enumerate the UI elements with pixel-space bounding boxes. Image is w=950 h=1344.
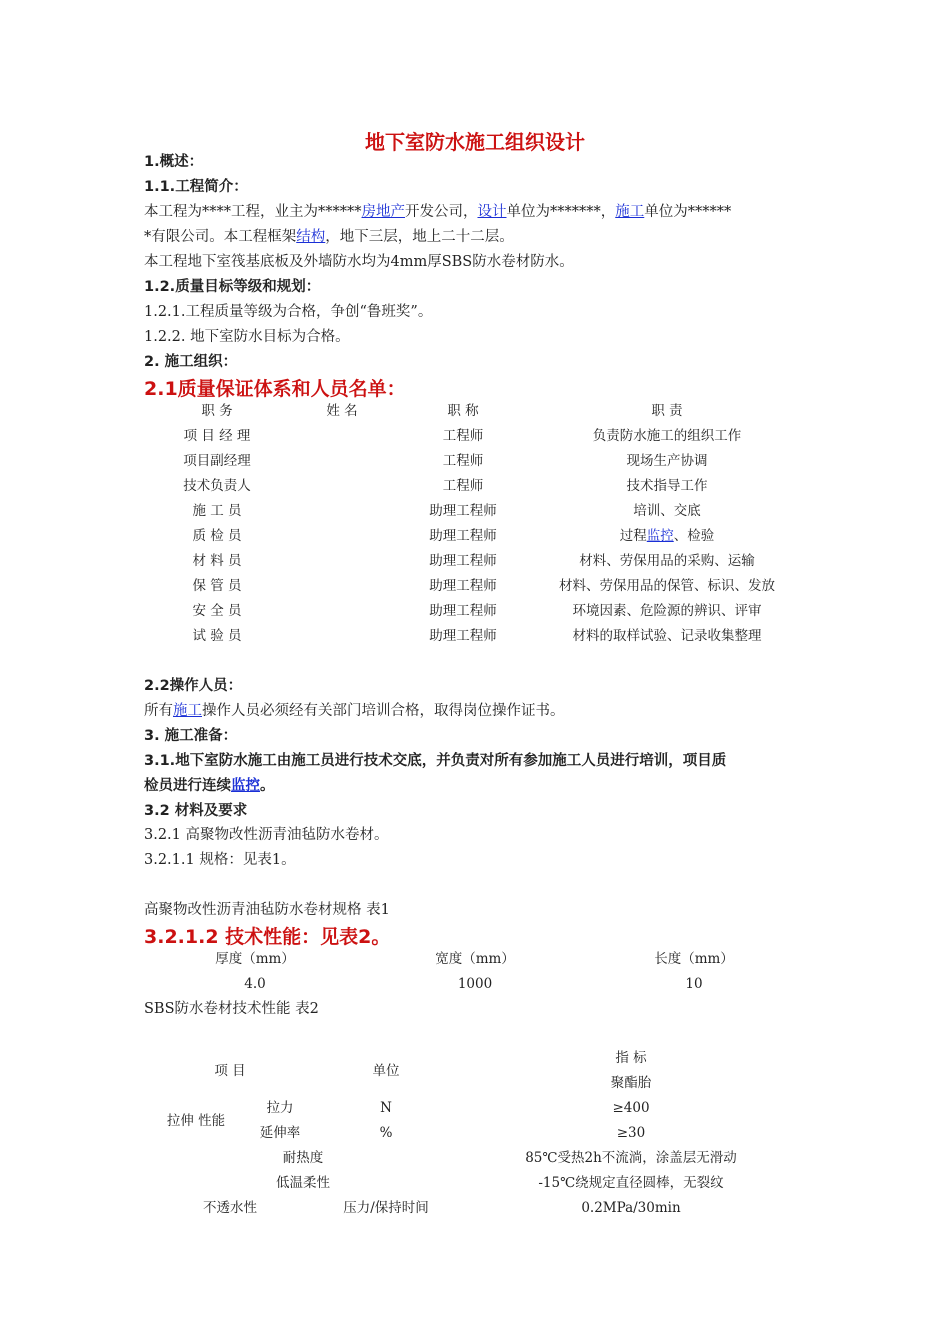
intro-paragraph-line-1	[144, 202, 731, 222]
text: 本工程为****工程，业主为******	[144, 204, 362, 220]
perf-value: 0.2MPa/30min	[581, 1200, 681, 1216]
section-3-heading: 3. 施工准备：	[144, 728, 238, 744]
staff-header-title: 职 称	[447, 403, 479, 419]
table-1-caption: 高聚物改性沥青油毡防水卷材规格 表1	[144, 902, 390, 918]
text: 过程	[619, 528, 647, 544]
monitor-link[interactable]: 监控	[231, 778, 260, 794]
text: ，地下三层，地上二十二层。	[325, 229, 514, 245]
perf-value: ≥30	[616, 1125, 646, 1141]
perf-tensile-group: 拉伸 性能	[166, 1113, 226, 1129]
perf-header-unit: 单位	[372, 1063, 400, 1079]
section-2-2-heading: 2.2操作人员：	[144, 678, 243, 694]
staff-duty	[620, 527, 715, 545]
text: 操作人员必须经有关部门培训合格，取得岗位操作证书。	[202, 703, 565, 719]
staff-role: 安 全 员	[192, 603, 242, 619]
staff-title: 助理工程师	[429, 503, 497, 519]
operators-paragraph	[144, 701, 565, 721]
text: 。	[260, 778, 275, 794]
staff-role: 试 验 员	[192, 628, 242, 644]
staff-duty: 材料、劳保用品的采购、运输	[579, 553, 755, 569]
spec-header-length: 长度（mm）	[654, 951, 734, 967]
section-1-2-heading: 1.2.质量目标等级和规划：	[144, 279, 321, 295]
intro-paragraph-line-2	[144, 227, 514, 247]
perf-header-item: 项 目	[214, 1063, 246, 1079]
staff-role: 保 管 员	[192, 578, 242, 594]
text: 、检验	[673, 528, 715, 544]
staff-role: 材 料 员	[192, 553, 242, 569]
text: 单位为******	[644, 204, 732, 220]
staff-title: 工程师	[442, 453, 484, 469]
perf-item: 耐热度	[282, 1150, 324, 1166]
waterproof-description: 本工程地下室筏基底板及外墙防水均为4mm厚SBS防水卷材防水。	[144, 254, 574, 270]
perf-header-polyester: 聚酯胎	[610, 1075, 652, 1091]
section-3-1-line-2	[144, 776, 275, 796]
perf-unit: N	[380, 1100, 392, 1116]
perf-unit: %	[379, 1125, 393, 1141]
staff-title: 助理工程师	[429, 628, 497, 644]
staff-header-duty: 职 责	[651, 403, 683, 419]
section-2-heading: 2. 施工组织：	[144, 354, 238, 370]
perf-item: 延伸率	[259, 1125, 301, 1141]
construction-link[interactable]: 施工	[173, 703, 202, 719]
text: 所有	[144, 703, 173, 719]
section-2-1-heading: 2.1质量保证体系和人员名单：	[144, 378, 406, 400]
text: 检员进行连续	[144, 778, 231, 794]
quality-goal-1: 1.2.1.工程质量等级为合格，争创“鲁班奖”。	[144, 304, 433, 320]
staff-role: 技术负责人	[183, 478, 251, 494]
perf-header-index: 指 标	[615, 1050, 647, 1066]
section-1-heading: 1.概述：	[144, 154, 204, 170]
staff-role: 质 检 员	[192, 528, 242, 544]
staff-header-name: 姓 名	[326, 403, 358, 419]
table-2-caption: SBS防水卷材技术性能 表2	[144, 1001, 319, 1017]
staff-title: 助理工程师	[429, 553, 497, 569]
section-3-2-heading: 3.2 材料及要求	[144, 803, 248, 819]
section-3-1-line-1: 3.1.地下室防水施工由施工员进行技术交底，并负责对所有参加施工人员进行培训，项目质	[144, 753, 727, 769]
staff-duty: 现场生产协调	[626, 453, 708, 469]
perf-unit: 压力/保持时间	[343, 1200, 429, 1216]
staff-title: 工程师	[442, 478, 484, 494]
staff-role: 项 目 经 理	[183, 428, 251, 444]
staff-header-role: 职 务	[201, 403, 233, 419]
perf-value: ≥400	[612, 1100, 650, 1116]
staff-duty: 材料的取样试验、记录收集整理	[572, 628, 762, 644]
staff-duty: 材料、劳保用品的保管、标识、发放	[559, 578, 775, 594]
construction-link[interactable]: 施工	[615, 204, 645, 220]
perf-value: 85℃受热2h不流淌，涂盖层无滑动	[525, 1150, 737, 1166]
staff-title: 助理工程师	[429, 528, 497, 544]
staff-title: 助理工程师	[429, 603, 497, 619]
structure-link[interactable]: 结构	[296, 229, 326, 245]
staff-duty: 环境因素、危险源的辨识、评审	[572, 603, 762, 619]
perf-item: 低温柔性	[276, 1175, 330, 1191]
document-title: 地下室防水施工组织设计	[365, 130, 585, 154]
staff-role: 施 工 员	[192, 503, 242, 519]
text: 单位为*******，	[506, 204, 616, 220]
spec-header-thickness: 厚度（mm）	[215, 951, 295, 967]
section-3-2-1: 3.2.1 高聚物改性沥青油毡防水卷材。	[144, 827, 389, 843]
section-3-2-1-2-heading: 3.2.1.2 技术性能：见表2。	[144, 926, 391, 948]
spec-thickness-value: 4.0	[244, 976, 266, 992]
quality-goal-2: 1.2.2. 地下室防水目标为合格。	[144, 329, 350, 345]
staff-duty: 技术指导工作	[626, 478, 708, 494]
spec-length-value: 10	[685, 976, 703, 992]
staff-duty: 培训、交底	[633, 503, 701, 519]
perf-item: 不透水性	[203, 1200, 257, 1216]
perf-item: 拉力	[266, 1100, 294, 1116]
text: *有限公司。本工程框架	[144, 229, 297, 245]
section-3-2-1-1: 3.2.1.1 规格：见表1。	[144, 852, 296, 868]
staff-title: 助理工程师	[429, 578, 497, 594]
monitor-link[interactable]: 监控	[646, 528, 674, 544]
spec-width-value: 1000	[457, 976, 493, 992]
staff-title: 工程师	[442, 428, 484, 444]
spec-header-width: 宽度（mm）	[435, 951, 515, 967]
real-estate-link[interactable]: 房地产	[361, 204, 405, 220]
section-1-1-heading: 1.1.工程简介：	[144, 179, 248, 195]
staff-role: 项目副经理	[183, 453, 251, 469]
text: 开发公司，	[405, 204, 478, 220]
design-link[interactable]: 设计	[477, 204, 507, 220]
staff-duty: 负责防水施工的组织工作	[592, 428, 742, 444]
perf-value: -15℃绕规定直径圆棒，无裂纹	[538, 1175, 724, 1191]
